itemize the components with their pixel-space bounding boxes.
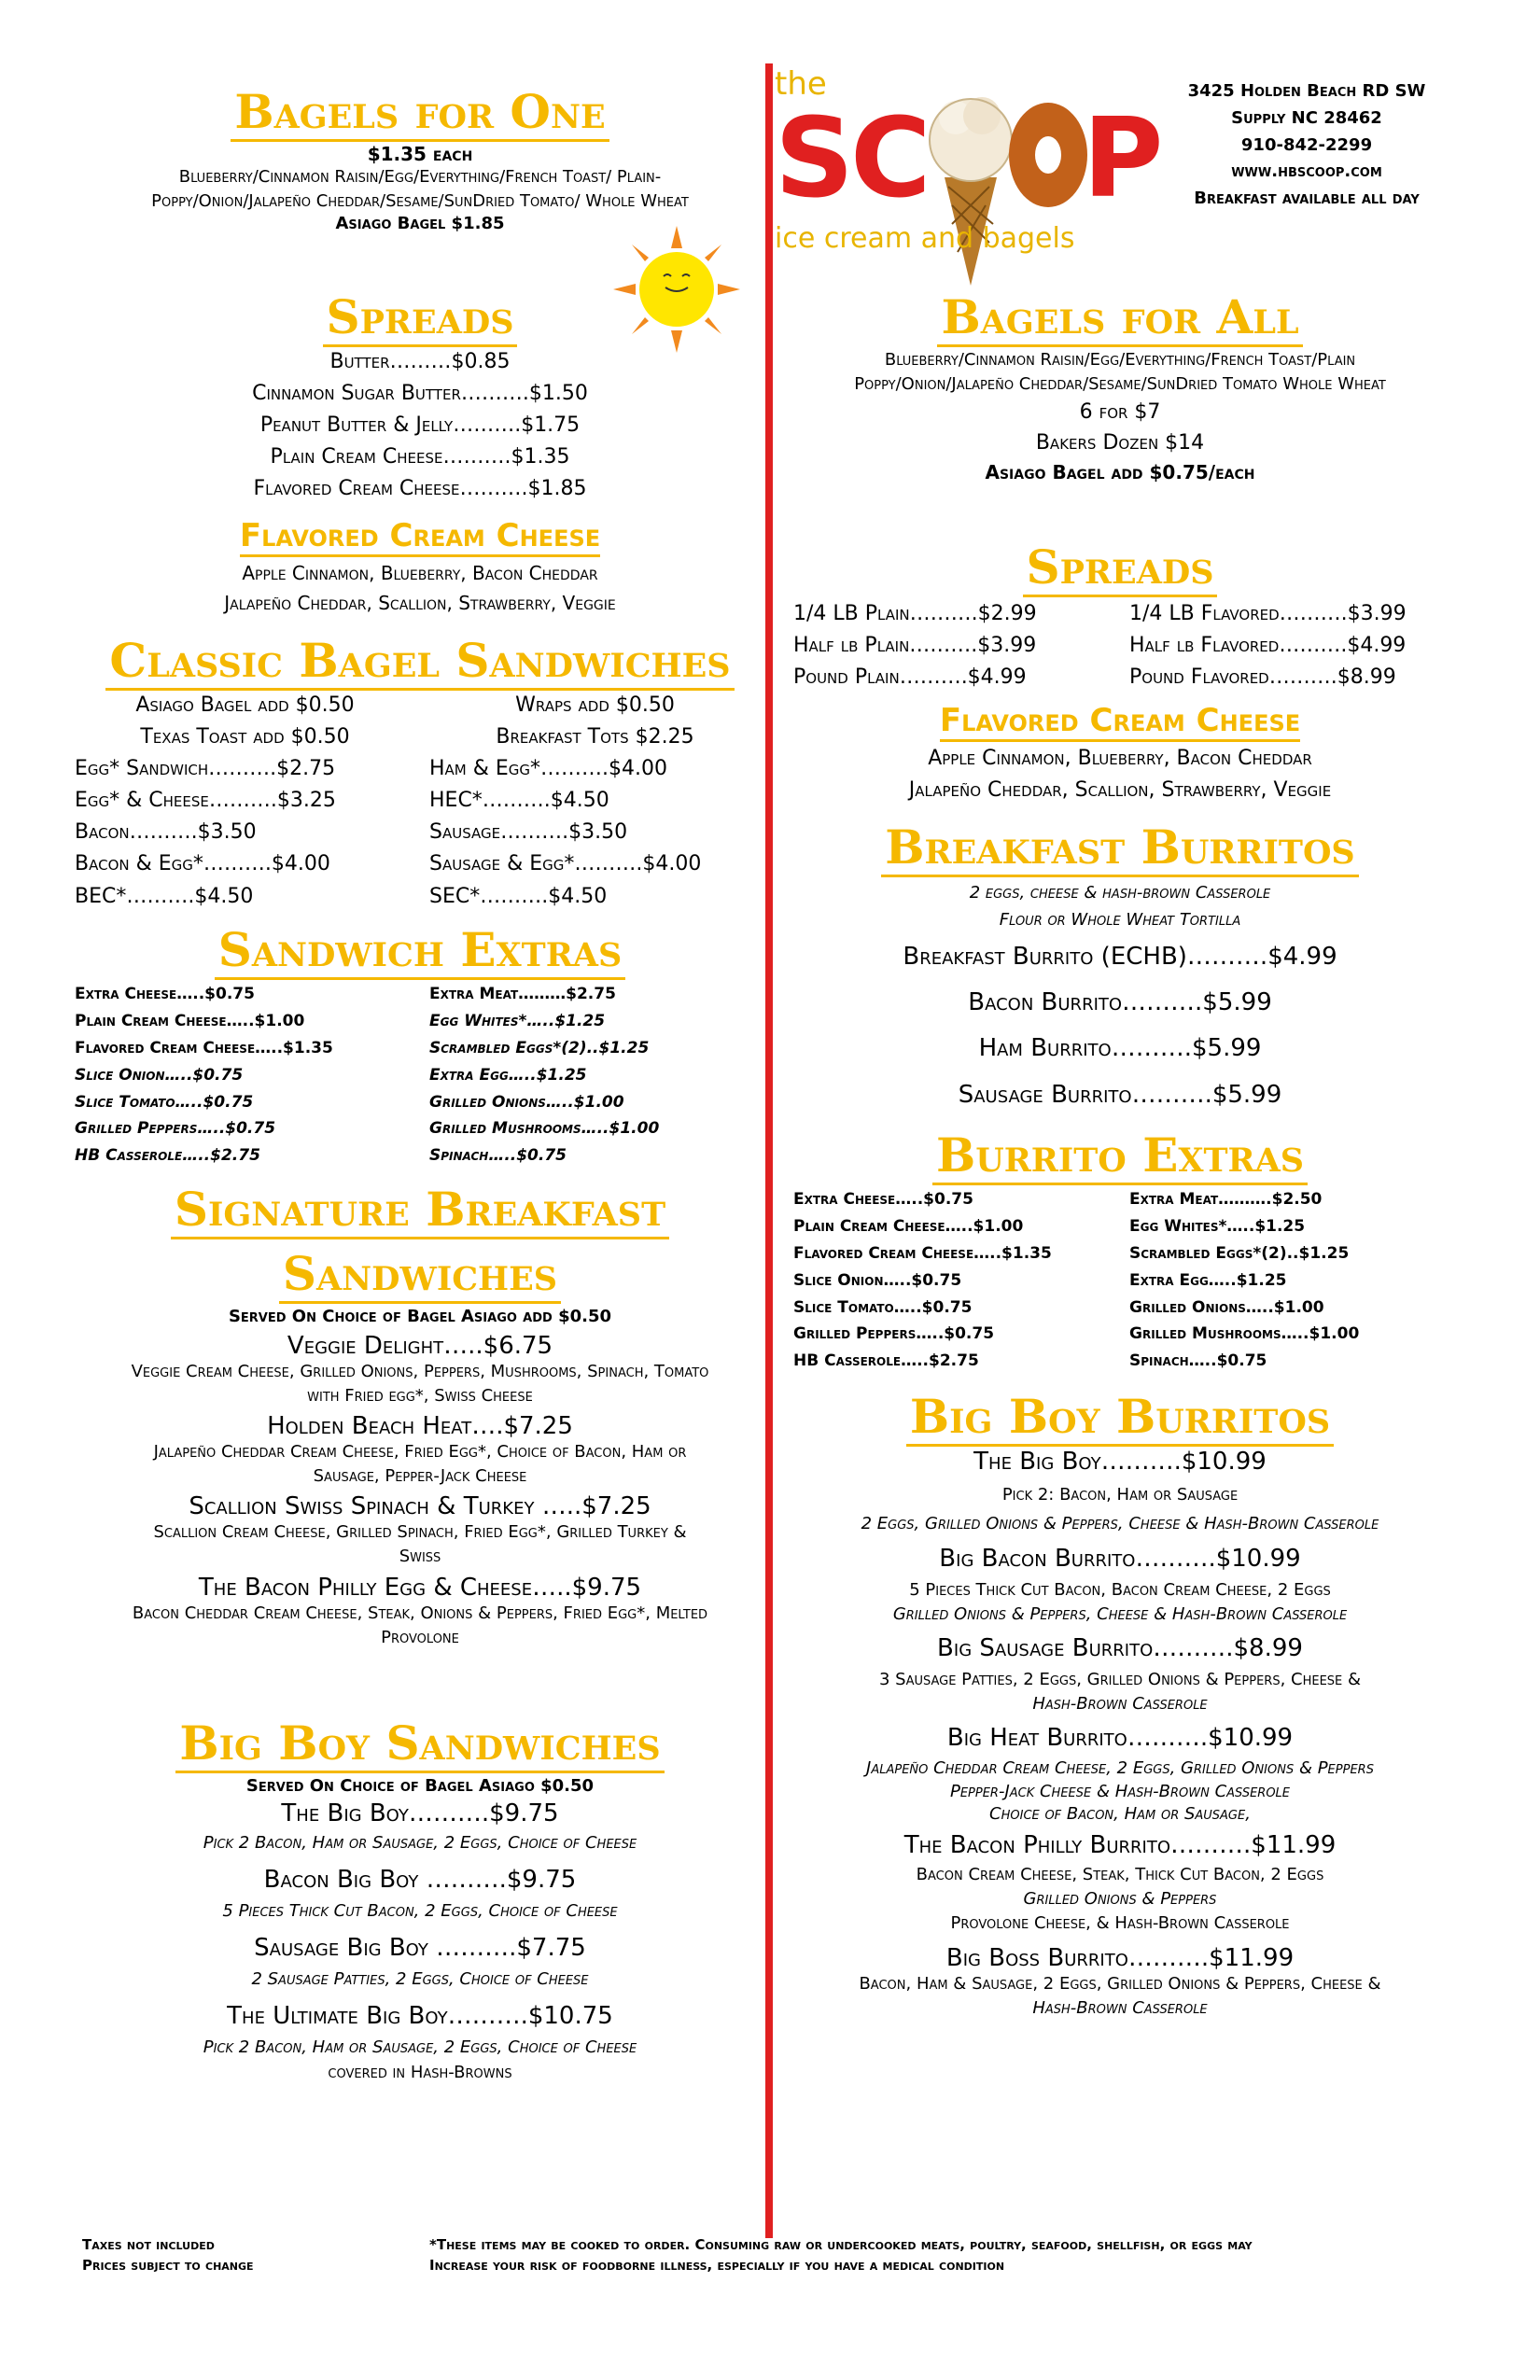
- list-item: Slice Onion…..$0.75: [793, 1270, 962, 1290]
- logo-p: P: [1083, 93, 1160, 222]
- list-item: Egg* & Cheese……….$3.25: [75, 789, 336, 813]
- list-item: Sausage Burrito……….$5.99: [958, 1080, 1282, 1109]
- list-item: Bakers Dozen $14: [1035, 431, 1205, 455]
- item-desc: 5 Pieces Thick Cut Bacon, 2 Eggs, Choice of Cheese: [222, 1901, 618, 1921]
- flavor-list: Blueberry/Cinnamon Raisin/Egg/Everything/French Toast/Plain Poppy/Onion/Jalapeño Cheddar/Sesame/SunDried Tomato Whole Wheat: [854, 350, 1386, 395]
- logo-the: the: [775, 65, 827, 103]
- flavored-cream-cheese-right-section: [793, 702, 1447, 806]
- section-title: Burrito Extras: [793, 1129, 1447, 1181]
- section-title: Breakfast Burritos: [793, 821, 1447, 873]
- list-item: SEC*……….$4.50: [429, 884, 608, 908]
- price: $1.35 each: [367, 143, 473, 165]
- list-item: Flavored Cream Cheese…..$1.35: [793, 1243, 1052, 1263]
- list-item: Breakfast Burrito (ECHB)……….$4.99: [903, 942, 1337, 971]
- list-item: Jalapeño Cheddar, Scallion, Strawberry, Veggie: [908, 778, 1332, 803]
- list-item: Extra Meat……….$2.50: [1129, 1190, 1323, 1209]
- sandwich-grid: [75, 753, 765, 912]
- item-name: The Big Boy……….$9.75: [281, 1799, 559, 1827]
- item-desc: Pick 2: Bacon, Ham or Sausage: [1001, 1485, 1239, 1505]
- item-desc: Bacon, Ham & Sausage, 2 Eggs, Grilled Onions & Peppers, Cheese &: [859, 1973, 1381, 1994]
- logo: [775, 65, 1167, 289]
- website-link[interactable]: www.hbscoop.com: [1231, 161, 1382, 182]
- spreads-grid: [793, 598, 1447, 693]
- list-item: Apple Cinnamon, Blueberry, Bacon Cheddar: [242, 562, 598, 584]
- breakfast-burritos-section: [793, 821, 1447, 1118]
- list-item: Breakfast Tots $2.25: [496, 725, 694, 749]
- bigboy-burrito-list: [793, 1448, 1447, 2021]
- item-desc: 2 Sausage Patties, 2 Eggs, Choice of Cheese: [251, 1969, 589, 1989]
- section-title: Bagels for All: [793, 291, 1447, 343]
- list-item: Wraps add $0.50: [515, 693, 675, 717]
- list-item: 6 for $7: [1079, 400, 1161, 425]
- list-item: Slice Tomato…..$0.75: [75, 1092, 254, 1112]
- list-item: Butter………$0.85: [329, 350, 511, 373]
- spreads-section: [75, 291, 765, 505]
- addon-grid: [75, 690, 765, 753]
- bagels-for-all-section: [793, 291, 1447, 486]
- tax-note: Taxes not included: [82, 2236, 215, 2253]
- item-name: The Big Boy……….$10.99: [973, 1448, 1267, 1476]
- burrito-desc: [793, 880, 1447, 934]
- list-item: Flavored Cream Cheese…..$1.35: [75, 1038, 333, 1057]
- big-boy-sandwiches-section: [75, 1717, 765, 2082]
- section-title: Classic Bagel Sandwiches: [75, 635, 765, 686]
- item-name: Big Sausage Burrito……….$8.99: [937, 1634, 1303, 1663]
- item-desc: Jalapeño Cheddar Cream Cheese, Fried Egg*, Choice of Bacon, Ham or Sausage, Pepper-Jack Cheese: [153, 1442, 687, 1487]
- list-item: Plain Cream Cheese……….$1.35: [270, 445, 570, 469]
- bagel-icon: [1006, 99, 1090, 211]
- list-item: Bacon……….$3.50: [75, 820, 257, 845]
- item-desc: Veggie Cream Cheese, Grilled Onions, Peppers, Mushrooms, Spinach, Tomato with Fried egg*, Swiss Cheese: [131, 1362, 709, 1407]
- disclaimer-line: Increase your risk of foodborne illness, especially if you have a medical condition: [429, 2256, 1005, 2274]
- logo-subtitle: ice cream and bagels: [775, 222, 1075, 255]
- item-name: Big Heat Burrito……….$10.99: [946, 1724, 1294, 1753]
- item-desc: Hash-Brown Casserole: [1032, 1997, 1208, 2018]
- signature-section: [75, 1183, 765, 1650]
- section-title: Spreads: [75, 291, 765, 343]
- list-column: [429, 753, 765, 912]
- list-item: Ham & Egg*……….$4.00: [429, 757, 668, 781]
- list-item: Grilled Onions…..$1.00: [429, 1092, 624, 1112]
- list-item: Apple Cinnamon, Blueberry, Bacon Cheddar: [928, 747, 1312, 770]
- flavored-cream-cheese-section: [75, 517, 765, 618]
- list-column: [75, 753, 411, 912]
- list-item: Egg Whites*…..$1.25: [429, 1011, 606, 1030]
- sandwich-extras-section: [75, 924, 765, 1169]
- asiago-price: Asiago Bagel $1.85: [335, 214, 505, 234]
- section-title: Flavored Cream Cheese: [793, 702, 1447, 739]
- list-item: Peanut Butter & Jelly……….$1.75: [259, 413, 581, 438]
- street: 3425 Holden Beach RD SW: [1187, 81, 1426, 101]
- list-item: Extra Meat………$2.75: [429, 985, 616, 1003]
- footer-disclaimer: [429, 2235, 1503, 2276]
- list-item: Extra Cheese…..$0.75: [75, 985, 255, 1003]
- section-title: Bagels for One: [75, 86, 765, 137]
- item-desc: 3 Sausage Patties, 2 Eggs, Grilled Onions & Peppers, Cheese &: [878, 1670, 1362, 1690]
- section-title: Sandwich Extras: [75, 924, 765, 975]
- list-item: Pound Flavored……….$8.99: [1129, 665, 1396, 690]
- list-item: Grilled Peppers…..$0.75: [793, 1324, 995, 1344]
- list-item: Pound Plain……….$4.99: [793, 665, 1027, 690]
- flavor-list: [75, 558, 765, 618]
- flavor-list: [793, 743, 1447, 806]
- section-title: Flavored Cream Cheese: [75, 517, 765, 554]
- logo-sc: SC: [775, 93, 928, 222]
- item-desc: 2 Eggs, Grilled Onions & Peppers, Cheese & Hash-Brown Casserole: [861, 1514, 1379, 1533]
- list-item: Half lb Plain……….$3.99: [793, 634, 1037, 658]
- section-title: Big Boy Sandwiches: [75, 1717, 765, 1769]
- list-item: Slice Tomato…..$0.75: [793, 1297, 973, 1317]
- list-column: [429, 981, 765, 1169]
- item-desc: Bacon Cheddar Cream Cheese, Steak, Onions & Peppers, Fried Egg*, Melted Provolone: [132, 1603, 708, 1647]
- desc-line: Flour or Whole Wheat Tortilla: [999, 909, 1241, 930]
- list-item: Spinach…..$0.75: [1129, 1351, 1267, 1371]
- list-item: 1/4 LB Plain……….$2.99: [793, 602, 1037, 625]
- list-item: Scrambled Eggs*(2)..$1.25: [1129, 1243, 1350, 1263]
- list-item: HB Casserole…..$2.75: [793, 1351, 979, 1371]
- list-item: Plain Cream Cheese…..$1.00: [793, 1216, 1024, 1236]
- list-item: Extra Egg…..$1.25: [429, 1065, 587, 1085]
- list-item: Texas Toast add $0.50: [140, 725, 350, 749]
- served-note: Served On Choice of Bagel Asiago $0.50: [245, 1776, 595, 1796]
- item-name: The Ultimate Big Boy……….$10.75: [227, 2002, 613, 2030]
- item-name: The Bacon Philly Egg & Cheese…..$9.75: [198, 1573, 642, 1602]
- footer-left: [82, 2235, 362, 2276]
- list-item: Extra Cheese…..$0.75: [793, 1190, 973, 1209]
- list-column: [793, 1186, 1111, 1375]
- list-item: Flavored Cream Cheese……….$1.85: [253, 477, 587, 501]
- list-item: Plain Cream Cheese…..$1.00: [75, 1011, 305, 1030]
- list-item: Grilled Mushrooms…..$1.00: [1129, 1324, 1360, 1344]
- list-item: Cinnamon Sugar Butter……….$1.50: [252, 382, 588, 406]
- hours-note: Breakfast available all day: [1194, 189, 1420, 209]
- item-desc: Pick 2 Bacon, Ham or Sausage, 2 Eggs, Choice of Cheese: [203, 1833, 637, 1853]
- item-name: Bacon Big Boy ……….$9.75: [263, 1866, 577, 1894]
- section-title: Sandwiches: [75, 1248, 765, 1299]
- list-item: Bacon Burrito……….$5.99: [968, 987, 1272, 1016]
- item-name: Holden Beach Heat….$7.25: [267, 1412, 573, 1441]
- item-desc: Pick 2 Bacon, Ham or Sausage, 2 Eggs, Choice of Cheese: [203, 2037, 637, 2057]
- section-title: Big Boy Burritos: [793, 1391, 1447, 1442]
- list-item: Half lb Flavored……….$4.99: [1129, 634, 1407, 658]
- bigboy-list: [75, 1799, 765, 2082]
- list-item: Sausage……….$3.50: [429, 820, 628, 845]
- signature-list: [75, 1332, 765, 1650]
- price-note: Prices subject to change: [82, 2256, 254, 2274]
- served-note: Served On Choice of Bagel Asiago add $0.50: [228, 1307, 612, 1326]
- list-column: [793, 598, 1111, 693]
- list-column: [75, 981, 411, 1169]
- extras-grid: [793, 1186, 1447, 1375]
- list-item: Spinach…..$0.75: [429, 1146, 567, 1166]
- item-desc: Grilled Onions & Peppers, Cheese & Hash-Brown Casserole: [892, 1604, 1348, 1625]
- burrito-list: [793, 934, 1447, 1119]
- list-item: Grilled Peppers…..$0.75: [75, 1119, 276, 1139]
- list-item: Grilled Onions…..$1.00: [1129, 1297, 1324, 1317]
- spreads-list: [75, 346, 765, 505]
- item-desc: Choice of Bacon, Ham or Sausage,: [989, 1803, 1251, 1824]
- disclaimer-line: *These items may be cooked to order. Consuming raw or undercooked meats, poultry, seafood, shellfish, or eggs may: [429, 2236, 1253, 2253]
- list-item: 1/4 LB Flavored……….$3.99: [1129, 602, 1407, 625]
- item-desc: covered in Hash-Browns: [328, 2063, 512, 2082]
- section-title: Spreads: [793, 541, 1447, 593]
- big-boy-burritos-section: [793, 1391, 1447, 2021]
- item-name: Scallion Swiss Spinach & Turkey …..$7.25: [189, 1492, 651, 1521]
- bagel-pricing: [793, 397, 1447, 486]
- list-item: Asiago Bagel add $0.50: [135, 693, 355, 717]
- list-item: Grilled Mushrooms…..$1.00: [429, 1119, 660, 1139]
- item-name: Big Boss Burrito……….$11.99: [945, 1943, 1295, 1972]
- desc-line: 2 eggs, cheese & hash-brown Casserole: [969, 883, 1271, 903]
- section-title: Signature Breakfast: [75, 1183, 765, 1235]
- list-item: Asiago Bagel add $0.75/each: [985, 461, 1255, 484]
- city: Supply NC 28462: [1231, 107, 1382, 128]
- list-item: Bacon & Egg*……….$4.00: [75, 852, 330, 876]
- phone[interactable]: 910-842-2299: [1240, 134, 1373, 155]
- item-desc: Hash-Brown Casserole: [1032, 1694, 1208, 1715]
- ice-cream-cone-icon: [924, 65, 1017, 289]
- list-item: Scrambled Eggs*(2)..$1.25: [429, 1038, 650, 1057]
- list-column: [1129, 598, 1447, 693]
- address-block: [1157, 78, 1456, 213]
- item-desc: Jalapeño Cheddar Cream Cheese, 2 Eggs, Grilled Onions & Peppers: [866, 1758, 1374, 1779]
- list-item: HB Casserole…..$2.75: [75, 1146, 260, 1166]
- item-name: Veggie Delight…..$6.75: [287, 1332, 553, 1360]
- item-desc: 5 Pieces Thick Cut Bacon, Bacon Cream Cheese, 2 Eggs: [909, 1580, 1331, 1600]
- spreads-right-section: [793, 541, 1447, 693]
- item-name: Sausage Big Boy ……….$7.75: [254, 1934, 586, 1962]
- list-item: Egg Whites*…..$1.25: [1129, 1216, 1306, 1236]
- item-desc: Pepper-Jack Cheese & Hash-Brown Casserole: [949, 1781, 1291, 1801]
- item-desc: Provolone Cheese, & Hash-Brown Casserole: [950, 1913, 1290, 1934]
- list-item: BEC*……….$4.50: [75, 884, 254, 908]
- list-column: [1129, 1186, 1447, 1375]
- item-desc: Grilled Onions & Peppers: [1023, 1889, 1217, 1910]
- list-item: Sausage & Egg*……….$4.00: [429, 852, 702, 876]
- classic-sandwiches-section: [75, 635, 765, 913]
- bagels-for-one-section: [75, 86, 765, 233]
- item-desc: Scallion Cream Cheese, Grilled Spinach, Fried Egg*, Grilled Turkey & Swiss: [153, 1522, 687, 1567]
- item-name: The Bacon Philly Burrito……….$11.99: [903, 1831, 1337, 1860]
- list-item: Extra Egg…..$1.25: [1129, 1270, 1287, 1290]
- list-item: HEC*……….$4.50: [429, 789, 609, 813]
- burrito-extras-section: [793, 1129, 1447, 1375]
- list-item: Ham Burrito……….$5.99: [978, 1034, 1262, 1063]
- column-divider: [765, 63, 773, 2238]
- list-item: Slice Onion…..$0.75: [75, 1065, 244, 1085]
- flavor-list: Blueberry/Cinnamon Raisin/Egg/Everything/French Toast/ Plain-Poppy/Onion/Jalapeño Cheddar/Sesame/SunDried Tomato/ Whole Wheat: [151, 167, 689, 212]
- item-desc: Bacon Cream Cheese, Steak, Thick Cut Bacon, 2 Eggs: [916, 1865, 1324, 1885]
- list-item: Jalapeño Cheddar, Scallion, Strawberry, Veggie: [224, 592, 616, 614]
- list-item: Egg* Sandwich……….$2.75: [75, 757, 336, 781]
- item-name: Big Bacon Burrito……….$10.99: [939, 1545, 1301, 1573]
- extras-grid: [75, 981, 765, 1169]
